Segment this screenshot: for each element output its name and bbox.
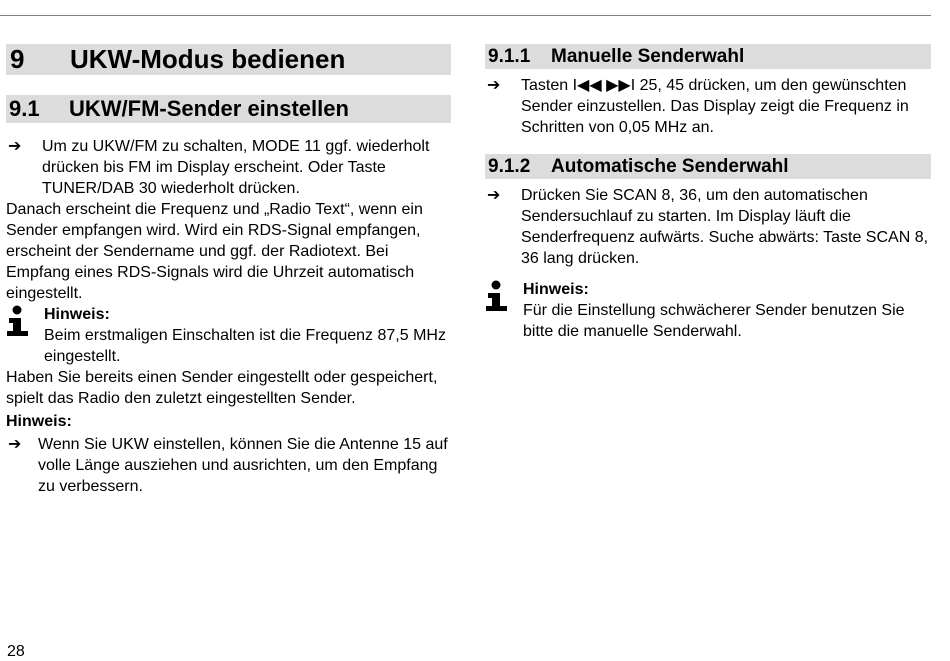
note-text: Beim erstmaligen Einschalten ist die Frequenz 87,5 MHz eingestellt.	[44, 327, 446, 365]
instruction-bullet	[485, 185, 931, 269]
heading-title: Automatische Senderwahl	[551, 155, 789, 177]
page-number: 28	[7, 643, 25, 660]
heading-number: 9.1	[9, 96, 40, 121]
instruction-bullet	[6, 136, 451, 199]
heading-number: 9	[10, 44, 25, 74]
paragraph: Danach erscheint die Frequenz und „Radio Text“, wenn ein Sender empfangen wird. Wird ein RDS-Signal empfangen, erscheint der Sendername und ggf. der Radiotext. Bei Empfang eines RDS-Signals wird die Uhrzeit automatisch eingestellt.	[6, 201, 423, 302]
note-text: Für die Einstellung schwächerer Sender benutzen Sie bitte die manuelle Senderwahl.	[523, 302, 905, 340]
instruction-bullet	[6, 434, 451, 497]
top-rule	[0, 15, 931, 16]
arrow-icon: ➔	[8, 436, 22, 453]
arrow-icon: ➔	[487, 187, 501, 204]
bullet-text: Drücken Sie SCAN 8, 36, um den automatischen Sendersuchlauf zu starten. Im Display läuft die Senderfrequenz aufwärts. Suche abwärts: Taste SCAN 8, 36 lang drücken.	[521, 187, 929, 267]
left-column	[6, 44, 451, 497]
note-title: Hinweis:	[523, 281, 589, 298]
paragraph: Haben Sie bereits einen Sender eingestellt oder gespeichert, spielt das Radio den zuletzt eingestellten Sender.	[6, 369, 438, 407]
bullet-text: Wenn Sie UKW einstellen, können Sie die Antenne 15 auf volle Länge ausziehen und ausrichten, um den Empfang zu verbessern.	[38, 436, 448, 495]
note-box	[485, 279, 931, 342]
bullet-text: Tasten I◀◀ ▶▶I 25, 45 drücken, um den gewünschten Sender einzustellen. Das Display zeigt die Frequenz in Schritten von 0,05 MHz an.	[521, 77, 909, 136]
instruction-bullet	[485, 75, 931, 138]
bullet-text: Um zu UKW/FM zu schalten, MODE 11 ggf. wiederholt drücken bis FM im Display erscheint. Oder Taste TUNER/DAB 30 wiederholt drücken.	[42, 138, 430, 197]
heading-title: UKW/FM-Sender einstellen	[69, 96, 349, 121]
heading-section-9-1-1	[485, 44, 931, 69]
heading-title: Manuelle Senderwahl	[551, 45, 745, 67]
info-icon	[6, 304, 44, 367]
arrow-icon: ➔	[8, 138, 22, 155]
note-box	[6, 304, 451, 367]
heading-section-9-1-2	[485, 154, 931, 179]
heading-title: UKW-Modus bedienen	[70, 44, 346, 74]
heading-section-9-1	[6, 95, 451, 123]
heading-number: 9.1.1	[488, 45, 531, 67]
arrow-icon: ➔	[487, 77, 501, 94]
info-icon	[485, 279, 523, 342]
heading-section-9	[6, 44, 451, 75]
right-column	[485, 44, 931, 342]
note-title: Hinweis:	[44, 306, 110, 323]
hinweis-label: Hinweis:	[6, 413, 72, 430]
heading-number: 9.1.2	[488, 155, 531, 177]
